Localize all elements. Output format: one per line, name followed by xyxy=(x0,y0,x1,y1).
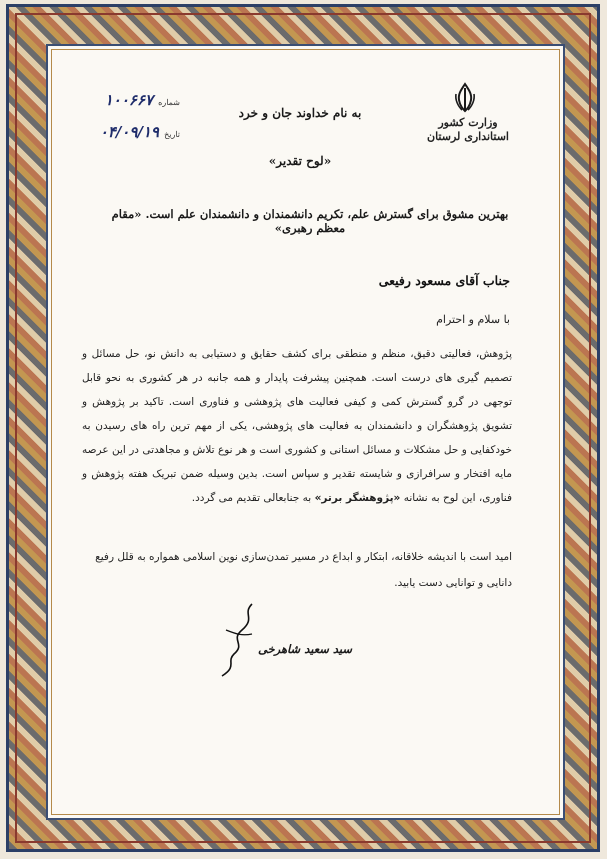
body-text-main: پژوهش، فعالیتی دقیق، منظم و منطقی برای کشف حقایق و دستیابی به دانش نو، حل مسائل و تصمیم گیری های درست است. همچنین پیشرفت پایدار و همه جانبه در هر کشوری به نحو قابل توجهی در گرو گسترش کمی و کیفی فعالیت های پژوهشی و فناوری است. تاکید بر پژوهش و تشویق پژوهشگران و دانشمندان به فعالیت های پژوهشی، یکی از مهم ترین راه های رسیدن به خودکفایی و حل مشکلات و مسائل استانی و کشوری است و هر نوع تلاش و مجاهدتی در این عرصه مایه افتخار و سرافرازی و شایسته تقدیر و سپاس است. بدین وسیله ضمن تبریک هفته پژوهش و فناوری، این لوح به نشانه xyxy=(82,348,512,504)
letter-number xyxy=(60,90,180,109)
letter-number-value: ۱۰۰۶۶۷ xyxy=(104,91,154,109)
letterhead xyxy=(420,116,516,144)
letter-date-value: ۰۴/۰۹/۱۹ xyxy=(99,123,159,141)
signature-mark xyxy=(212,600,272,680)
letter-date-label: تاریخ xyxy=(164,130,180,139)
letter-date xyxy=(60,122,180,141)
body-text-end: به جنابعالی تقدیم می گردد. xyxy=(191,492,312,504)
recipient-name: جناب آقای مسعود رفیعی xyxy=(378,273,510,288)
page-title: «لوح تقدیر» xyxy=(268,154,332,168)
signer-name: سید سعید شاهرخی xyxy=(257,642,353,656)
iran-emblem-icon xyxy=(452,82,478,114)
leader-quote: بهترین مشوق برای گسترش علم، تکریم دانشمندان و دانشمندان علم است. «مقام معظم رهبری» xyxy=(111,207,509,235)
governorate-name: استانداری لرستان xyxy=(427,130,509,143)
ministry-name: وزارت کشور xyxy=(438,116,498,129)
award-title: «پژوهشگر برتر» xyxy=(314,492,401,504)
basmala: به نام خداوند جان و خرد xyxy=(238,106,362,120)
greeting: با سلام و احترام xyxy=(436,313,510,326)
letter-number-label: شماره xyxy=(158,98,180,107)
closing-paragraph: امید است با اندیشه خلاقانه، ابتکار و ابداع در مسیر تمدن‌سازی نوین اسلامی همواره به قلل رفیع دانایی و توانایی دست یابید. xyxy=(95,551,512,589)
body-paragraph xyxy=(82,342,512,510)
